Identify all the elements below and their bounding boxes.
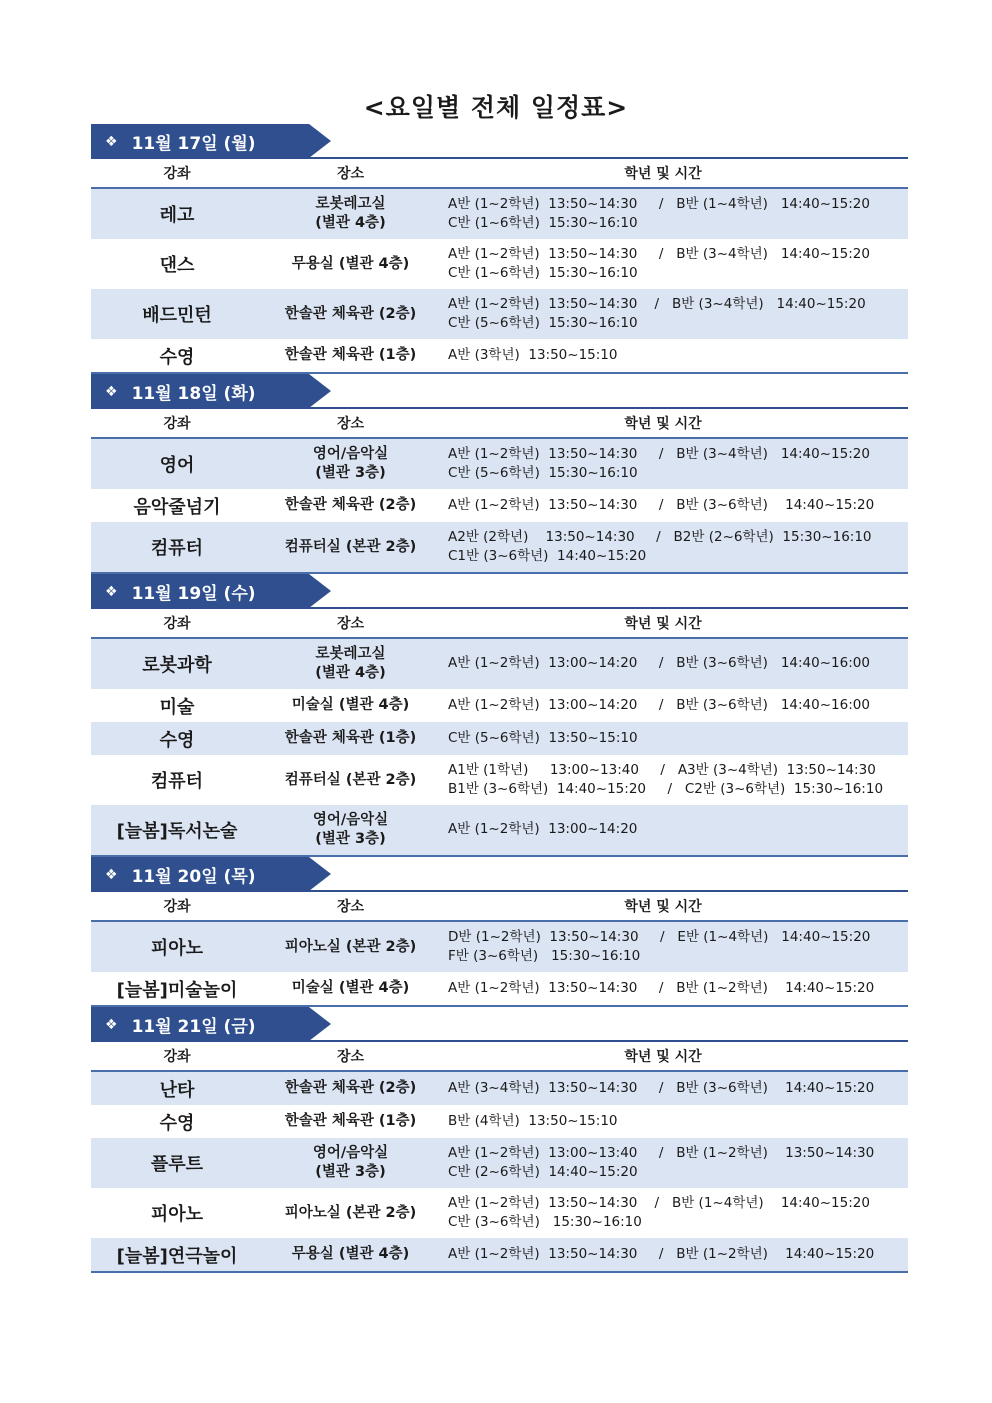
time-line: A반 (1~2학년) 13:00~14:20 / B반 (3~6학년) 14:40~16:00 bbox=[448, 696, 870, 713]
course-times bbox=[438, 195, 908, 234]
diamond-bullet-icon: ❖ bbox=[105, 866, 118, 883]
time-line: A반 (1~2학년) 13:50~14:30 / B반 (3~4학년) 14:40~15:20 bbox=[448, 245, 870, 262]
day-section bbox=[91, 1007, 908, 1273]
table-row bbox=[91, 489, 908, 522]
time-line: C1반 (3~6학년) 14:40~15:20 bbox=[448, 548, 647, 564]
day-label: 11월 17일 (월) bbox=[131, 134, 256, 154]
day-section bbox=[91, 574, 908, 857]
place-line: (별관 3층) bbox=[315, 831, 386, 847]
course-place bbox=[263, 771, 438, 790]
column-place: 장소 bbox=[336, 1049, 365, 1065]
course-times bbox=[438, 295, 908, 334]
course-place bbox=[263, 538, 438, 557]
course-place bbox=[263, 1204, 438, 1223]
day-section bbox=[91, 124, 908, 374]
time-line: A반 (1~2학년) 13:50~14:30 / B반 (3~4학년) 14:40~15:20 bbox=[448, 295, 866, 312]
day-header bbox=[91, 574, 908, 609]
day-section bbox=[91, 857, 908, 1007]
time-line: A반 (3학년) 13:50~15:10 bbox=[448, 346, 618, 363]
day-header bbox=[91, 124, 908, 159]
course-times bbox=[438, 1144, 908, 1183]
table-row bbox=[91, 339, 908, 374]
column-course: 강좌 bbox=[163, 1049, 191, 1065]
place-line: 무용실 (별관 4층) bbox=[291, 1246, 410, 1262]
course-name: 수영 bbox=[159, 729, 195, 751]
time-line: B반 (4학년) 13:50~15:10 bbox=[448, 1112, 618, 1129]
place-line: 영어/음악실 bbox=[312, 1145, 389, 1161]
table-row bbox=[91, 755, 908, 805]
diamond-bullet-icon: ❖ bbox=[105, 583, 118, 600]
course-place bbox=[263, 729, 438, 748]
course-place bbox=[263, 645, 438, 683]
course-times bbox=[438, 496, 908, 516]
course-times bbox=[438, 528, 908, 567]
column-place: 장소 bbox=[336, 166, 365, 182]
course-name: 댄스 bbox=[159, 255, 195, 276]
time-line: A2반 (2학년) 13:50~14:30 / B2반 (2~6학년) 15:30~16:10 bbox=[448, 528, 872, 545]
course-times bbox=[438, 761, 908, 800]
time-line: F반 (3~6학년) 15:30~16:10 bbox=[448, 948, 641, 964]
course-name: 컴퓨터 bbox=[150, 538, 204, 559]
place-line: 영어/음악실 bbox=[312, 446, 389, 462]
time-line: A반 (1~2학년) 13:00~14:20 bbox=[448, 821, 638, 838]
course-name: 피아노 bbox=[150, 1204, 204, 1225]
course-name: 로봇과학 bbox=[142, 655, 212, 676]
course-times bbox=[438, 820, 908, 840]
column-grade-time: 학년 및 시간 bbox=[624, 899, 702, 915]
column-place: 장소 bbox=[336, 899, 365, 915]
page-title: <요일별 전체 일정표> bbox=[363, 93, 629, 122]
time-line: C반 (1~6학년) 15:30~16:10 bbox=[448, 265, 638, 281]
course-name: 수영 bbox=[159, 1112, 195, 1134]
table-row bbox=[91, 439, 908, 489]
time-line: A1반 (1학년) 13:00~13:40 / A3반 (3~4학년) 13:50~14:30 bbox=[448, 761, 876, 778]
table-row bbox=[91, 722, 908, 755]
course-place bbox=[263, 346, 438, 365]
place-line: 한솔관 체육관 (2층) bbox=[284, 305, 417, 322]
table-row bbox=[91, 972, 908, 1007]
table-rows bbox=[91, 1072, 908, 1273]
table-row bbox=[91, 1072, 908, 1105]
column-grade-time: 학년 및 시간 bbox=[624, 166, 702, 182]
time-line: C반 (3~6학년) 15:30~16:10 bbox=[448, 1214, 642, 1230]
table-row bbox=[91, 239, 908, 289]
place-line: 피아노실 (본관 2층) bbox=[284, 1204, 417, 1221]
time-line: A반 (1~2학년) 13:50~14:30 / B반 (3~6학년) 14:40~15:20 bbox=[448, 496, 875, 513]
course-place bbox=[263, 496, 438, 515]
course-name: 배드민턴 bbox=[142, 305, 212, 326]
day-tab bbox=[91, 857, 309, 892]
place-line: 미술실 (별관 4층) bbox=[291, 697, 410, 713]
table-row bbox=[91, 1188, 908, 1238]
course-place bbox=[263, 195, 438, 233]
time-line: A반 (1~2학년) 13:50~14:30 / B반 (1~2학년) 14:40~15:20 bbox=[448, 1245, 875, 1262]
time-line: C반 (5~6학년) 15:30~16:10 bbox=[448, 315, 638, 331]
table-rows bbox=[91, 189, 908, 374]
time-line: B1반 (3~6학년) 14:40~15:20 / C2반 (3~6학년) 15:30~16:10 bbox=[448, 781, 884, 797]
course-name: [늘봄]독서논술 bbox=[116, 821, 238, 842]
time-line: D반 (1~2학년) 13:50~14:30 / E반 (1~4학년) 14:40~15:20 bbox=[448, 928, 871, 945]
diamond-bullet-icon: ❖ bbox=[105, 1016, 118, 1033]
place-line: 미술실 (별관 4층) bbox=[291, 980, 410, 996]
course-times bbox=[438, 729, 908, 749]
day-section bbox=[91, 374, 908, 574]
time-line: A반 (1~2학년) 13:50~14:30 / B반 (3~4학년) 14:40~15:20 bbox=[448, 445, 870, 462]
column-course: 강좌 bbox=[163, 899, 191, 915]
place-line: 로봇레고실 bbox=[315, 196, 386, 212]
course-name: 플루트 bbox=[150, 1154, 204, 1175]
place-line: 한솔관 체육관 (1층) bbox=[284, 730, 417, 746]
header-rule bbox=[91, 1040, 908, 1042]
time-line: C반 (1~6학년) 15:30~16:10 bbox=[448, 215, 638, 231]
place-line: 한솔관 체육관 (1층) bbox=[284, 347, 417, 363]
time-line: A반 (1~2학년) 13:50~14:30 / B반 (1~4학년) 14:40~15:20 bbox=[448, 1194, 870, 1211]
day-tab bbox=[91, 1007, 309, 1042]
column-headers bbox=[91, 609, 908, 639]
course-times bbox=[438, 245, 908, 284]
header-rule bbox=[91, 890, 908, 892]
time-line: C반 (2~6학년) 14:40~15:20 bbox=[448, 1164, 638, 1180]
place-line: (별관 4층) bbox=[315, 665, 386, 681]
course-times bbox=[438, 654, 908, 674]
column-grade-time: 학년 및 시간 bbox=[624, 616, 702, 632]
course-name: 수영 bbox=[159, 346, 195, 368]
time-line: A반 (1~2학년) 13:00~13:40 / B반 (1~2학년) 13:50~14:30 bbox=[448, 1144, 875, 1161]
course-place bbox=[263, 1245, 438, 1264]
place-line: 피아노실 (본관 2층) bbox=[284, 938, 417, 955]
course-times bbox=[438, 1112, 908, 1132]
course-place bbox=[263, 696, 438, 715]
course-name: [늘봄]연극놀이 bbox=[116, 1245, 238, 1267]
course-place bbox=[263, 255, 438, 274]
table-rows bbox=[91, 639, 908, 857]
course-place bbox=[263, 1112, 438, 1131]
course-times bbox=[438, 445, 908, 484]
course-times bbox=[438, 979, 908, 999]
day-header bbox=[91, 1007, 908, 1042]
course-place bbox=[263, 1144, 438, 1182]
column-course: 강좌 bbox=[163, 616, 191, 632]
diamond-bullet-icon: ❖ bbox=[105, 133, 118, 150]
column-place: 장소 bbox=[336, 616, 365, 632]
course-name: 난타 bbox=[159, 1079, 195, 1101]
course-place bbox=[263, 938, 438, 957]
place-line: 컴퓨터실 (본관 2층) bbox=[284, 538, 417, 555]
column-headers bbox=[91, 892, 908, 922]
course-name: 음악줄넘기 bbox=[133, 496, 221, 518]
header-rule bbox=[91, 407, 908, 409]
course-name: 레고 bbox=[159, 205, 195, 226]
day-tab bbox=[91, 574, 309, 609]
table-row bbox=[91, 189, 908, 239]
place-line: 한솔관 체육관 (1층) bbox=[284, 1113, 417, 1129]
place-line: (별관 3층) bbox=[315, 465, 386, 481]
course-name: 피아노 bbox=[150, 938, 204, 959]
course-times bbox=[438, 696, 908, 716]
course-times bbox=[438, 1245, 908, 1265]
table-row bbox=[91, 805, 908, 857]
table-row bbox=[91, 689, 908, 722]
place-line: 한솔관 체육관 (2층) bbox=[284, 497, 417, 513]
column-headers bbox=[91, 159, 908, 189]
place-line: 로봇레고실 bbox=[315, 646, 386, 662]
table-row bbox=[91, 922, 908, 972]
place-line: (별관 3층) bbox=[315, 1164, 386, 1180]
table-row bbox=[91, 1138, 908, 1188]
course-name: [늘봄]미술놀이 bbox=[116, 979, 238, 1001]
column-grade-time: 학년 및 시간 bbox=[624, 416, 702, 432]
course-name: 영어 bbox=[159, 455, 195, 476]
table-row bbox=[91, 1105, 908, 1138]
course-times bbox=[438, 346, 908, 366]
column-headers bbox=[91, 409, 908, 439]
course-place bbox=[263, 811, 438, 849]
course-name: 미술 bbox=[159, 696, 195, 718]
day-header bbox=[91, 374, 908, 409]
day-label: 11월 21일 (금) bbox=[131, 1017, 256, 1037]
place-line: 무용실 (별관 4층) bbox=[291, 255, 410, 272]
table-row bbox=[91, 522, 908, 574]
course-name: 컴퓨터 bbox=[150, 771, 204, 792]
column-course: 강좌 bbox=[163, 166, 191, 182]
course-times bbox=[438, 1079, 908, 1099]
table-rows bbox=[91, 922, 908, 1007]
time-line: A반 (1~2학년) 13:50~14:30 / B반 (1~2학년) 14:40~15:20 bbox=[448, 979, 875, 996]
course-times bbox=[438, 1194, 908, 1233]
column-grade-time: 학년 및 시간 bbox=[624, 1049, 702, 1065]
header-rule bbox=[91, 607, 908, 609]
column-place: 장소 bbox=[336, 416, 365, 432]
diamond-bullet-icon: ❖ bbox=[105, 383, 118, 400]
time-line: C반 (5~6학년) 15:30~16:10 bbox=[448, 465, 638, 481]
column-course: 강좌 bbox=[163, 416, 191, 432]
day-label: 11월 19일 (수) bbox=[131, 584, 256, 604]
course-place bbox=[263, 305, 438, 324]
course-place bbox=[263, 445, 438, 483]
place-line: 컴퓨터실 (본관 2층) bbox=[284, 771, 417, 788]
day-label: 11월 20일 (목) bbox=[131, 867, 256, 887]
time-line: C반 (5~6학년) 13:50~15:10 bbox=[448, 729, 638, 746]
time-line: A반 (3~4학년) 13:50~14:30 / B반 (3~6학년) 14:40~15:20 bbox=[448, 1079, 875, 1096]
table-rows bbox=[91, 439, 908, 574]
day-tab bbox=[91, 374, 309, 409]
table-row bbox=[91, 289, 908, 339]
header-rule bbox=[91, 157, 908, 159]
day-header bbox=[91, 857, 908, 892]
course-place bbox=[263, 979, 438, 998]
schedule-container bbox=[91, 124, 908, 1273]
day-label: 11월 18일 (화) bbox=[131, 384, 256, 404]
time-line: A반 (1~2학년) 13:00~14:20 / B반 (3~6학년) 14:40~16:00 bbox=[448, 655, 870, 672]
table-row bbox=[91, 1238, 908, 1273]
table-row bbox=[91, 639, 908, 689]
day-tab bbox=[91, 124, 309, 159]
column-headers bbox=[91, 1042, 908, 1072]
course-place bbox=[263, 1079, 438, 1098]
place-line: 영어/음악실 bbox=[312, 812, 389, 828]
place-line: (별관 4층) bbox=[315, 215, 386, 231]
time-line: A반 (1~2학년) 13:50~14:30 / B반 (1~4학년) 14:40~15:20 bbox=[448, 195, 870, 212]
place-line: 한솔관 체육관 (2층) bbox=[284, 1080, 417, 1096]
course-times bbox=[438, 928, 908, 967]
